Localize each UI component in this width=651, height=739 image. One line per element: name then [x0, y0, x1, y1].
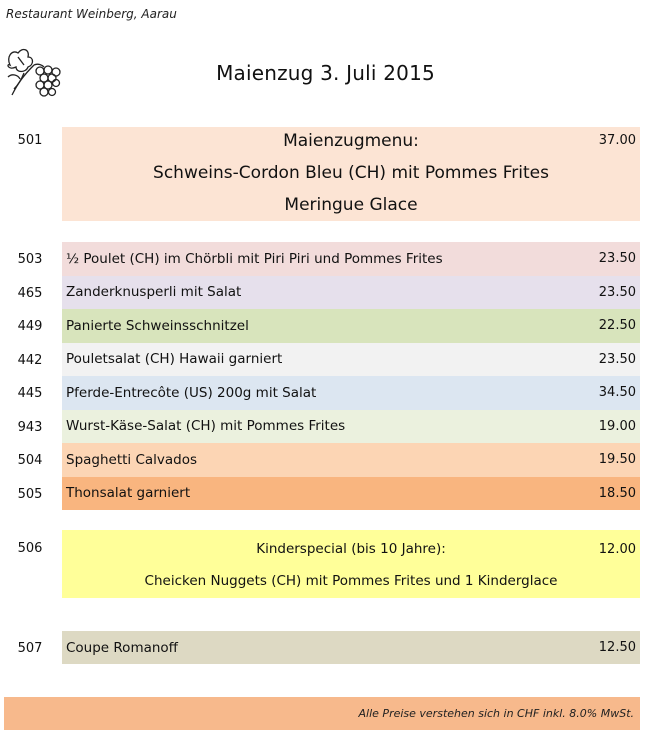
menu-item-row: [62, 376, 640, 410]
item-price: 12.50: [598, 640, 636, 655]
kids-special-line: Kinderspecial (bis 10 Jahre):: [256, 541, 446, 557]
kids-special-block: [62, 530, 640, 598]
item-number: 943: [17, 419, 43, 435]
item-number: 503: [17, 252, 43, 267]
item-price: 19.50: [598, 452, 636, 468]
item-price: 23.50: [598, 251, 636, 267]
item-number: 505: [17, 486, 43, 502]
menu-special-line: Meringue Glace: [284, 195, 418, 215]
item-price: 37.00: [598, 133, 636, 148]
menu-special-line: Maienzugmenu:: [283, 131, 419, 151]
item-name: Wurst-Käse-Salat (CH) mit Pommes Frites: [66, 418, 346, 435]
item-number: 506: [17, 541, 43, 556]
item-price: 23.50: [598, 351, 636, 367]
menu-item-row: [62, 443, 640, 477]
menu-item-row: [62, 309, 640, 343]
item-name: Zanderknusperli mit Salat: [66, 284, 242, 301]
dessert-row: [62, 631, 640, 664]
item-name: Thonsalat garniert: [66, 485, 191, 502]
item-name: Pouletsalat (CH) Hawaii garniert: [66, 351, 283, 368]
item-number: 507: [17, 641, 43, 656]
menu-item-row: [62, 477, 640, 511]
price-note: Alle Preise verstehen sich in CHF inkl. 8.0% MwSt.: [358, 707, 634, 720]
menu-special-line: Schweins-Cordon Bleu (CH) mit Pommes Frites: [153, 163, 549, 183]
item-number: 504: [17, 453, 43, 468]
menu-item-row: [62, 343, 640, 377]
item-name: Panierte Schweinsschnitzel: [66, 317, 249, 334]
item-name: Spaghetti Calvados: [66, 451, 198, 468]
item-number: 465: [17, 285, 43, 301]
item-price: 19.00: [598, 418, 636, 434]
item-name: ½ Poulet (CH) im Chörbli mit Piri Piri und Pommes Frites: [66, 250, 443, 267]
item-number: 501: [17, 133, 43, 148]
item-name: Coupe Romanoff: [66, 639, 178, 656]
item-name: Pferde-Entrecôte (US) 200g mit Salat: [66, 384, 317, 401]
item-number: 442: [17, 352, 43, 368]
restaurant-name: Restaurant Weinberg, Aarau: [6, 7, 177, 21]
item-price: 22.50: [598, 318, 636, 334]
item-price: 18.50: [598, 485, 636, 501]
item-number: 449: [17, 319, 43, 334]
kids-special-line: Cheicken Nuggets (CH) mit Pommes Frites und 1 Kinderglace: [144, 573, 558, 589]
item-price: 23.50: [598, 284, 636, 300]
item-price: 34.50: [598, 385, 636, 401]
menu-item-row: [62, 410, 640, 444]
page-title: Maienzug 3. Juli 2015: [216, 61, 435, 85]
item-price: 12.00: [598, 542, 636, 557]
item-number: 445: [17, 386, 43, 401]
menu-item-row: [62, 242, 640, 276]
menu-special-block: [62, 127, 640, 221]
menu-item-row: [62, 276, 640, 310]
footer-bar: [4, 697, 640, 730]
